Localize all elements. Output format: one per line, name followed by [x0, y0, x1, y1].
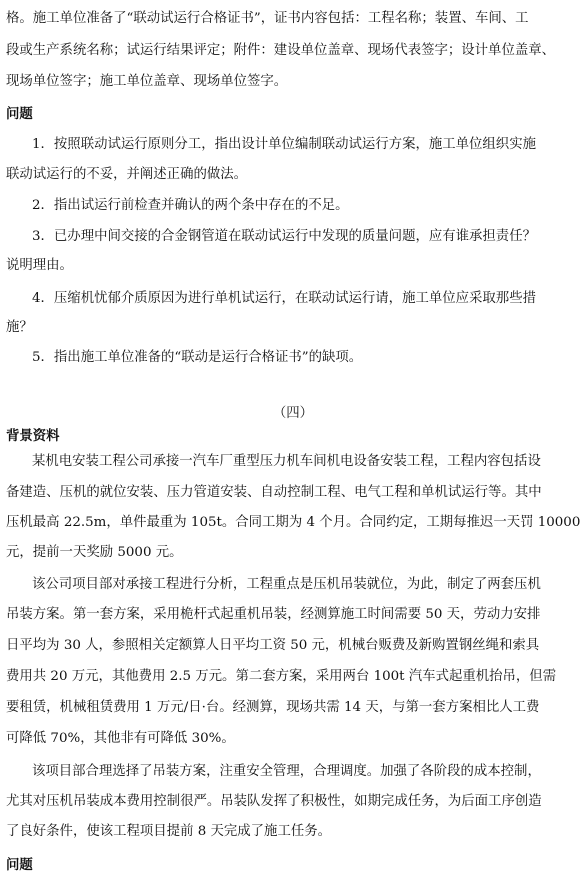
question-2: 2．指出试运行前检查并确认的两个条中存在的不足。: [32, 198, 349, 213]
question-3-continued: 说明理由。: [6, 258, 73, 273]
background-heading: 背景资料: [6, 429, 60, 444]
question-1: 1．按照联动试运行原则分工，指出设计单位编制联动试运行方案，施工单位组织实施: [32, 137, 536, 152]
background-paragraph-line: 该项目部合理选择了吊装方案，注重安全管理，合理调度。加强了各阶段的成本控制，: [32, 764, 541, 779]
background-paragraph-line: 要租赁，机械租赁费用 1 万元/日·台。经测算，现场共需 14 天，与第一套方案相比人工费: [6, 700, 540, 715]
questions-heading: 问题: [6, 858, 33, 873]
background-paragraph-line: 费用共 20 万元，其他费用 2.5 万元。第二套方案，采用两台 100t 汽车式起重机抬吊，但需: [6, 669, 557, 684]
background-paragraph-line: 备建造、压机的就位安装、压力管道安装、自动控制工程、电气工程和单机试运行等。其中: [6, 485, 542, 500]
background-paragraph-line: 可降低 70%，其他非有可降低 30%。: [6, 731, 235, 746]
background-paragraph-line: 元，提前一天奖励 5000 元。: [6, 545, 183, 560]
background-paragraph-line: 日平均为 30 人，参照相关定额算人日平均工资 50 元，机械台贩费及新购置钢丝绳和索具: [6, 638, 540, 653]
question-4: 4．压缩机忧郁介质原因为进行单机试运行，在联动试运行请，施工单位应采取那些措: [32, 291, 536, 306]
intro-line: 格。施工单位准备了“联动试运行合格证书”，证书内容包括：工程名称；装置、车间、工: [6, 11, 529, 26]
background-paragraph-line: 吊装方案。第一套方案，采用桅杆式起重机吊装，经测算施工时间需要 50 天，劳动力安排: [6, 607, 541, 622]
background-paragraph-line: 某机电安装工程公司承接一汽车厂重型压力机车间机电设备安装工程，工程内容包括设: [32, 454, 541, 469]
background-paragraph-line: 该公司项目部对承接工程进行分析，工程重点是压机吊装就位，为此，制定了两套压机: [32, 577, 541, 592]
question-1-continued: 联动试运行的不妥，并阐述正确的做法。: [6, 167, 248, 182]
background-paragraph-line: 了良好条件，使该工程项目提前 8 天完成了施工任务。: [6, 824, 332, 839]
intro-line: 段或生产系统名称；试运行结果评定；附件：建设单位盖章、现场代表签字；设计单位盖章、: [6, 43, 556, 58]
section-title: （四）: [272, 406, 314, 421]
question-3: 3．已办理中间交接的合金钢管道在联动试运行中发现的质量问题，应有谁承担责任？: [32, 229, 536, 244]
question-4-continued: 施？: [6, 320, 33, 335]
background-paragraph-line: 压机最高 22.5m，单件最重为 105t。合同工期为 4 个月。合同约定，工期每推迟一天罚 10000: [6, 515, 580, 530]
questions-heading: 问题: [6, 107, 33, 122]
intro-line: 现场单位签字；施工单位盖章、现场单位签字。: [6, 74, 288, 89]
question-5: 5．指出施工单位准备的“联动是运行合格证书”的缺项。: [32, 350, 363, 365]
background-paragraph-line: 尤其对压机吊装成本费用控制很严。吊装队发挥了积极性，如期完成任务，为后面工序创造: [6, 794, 542, 809]
